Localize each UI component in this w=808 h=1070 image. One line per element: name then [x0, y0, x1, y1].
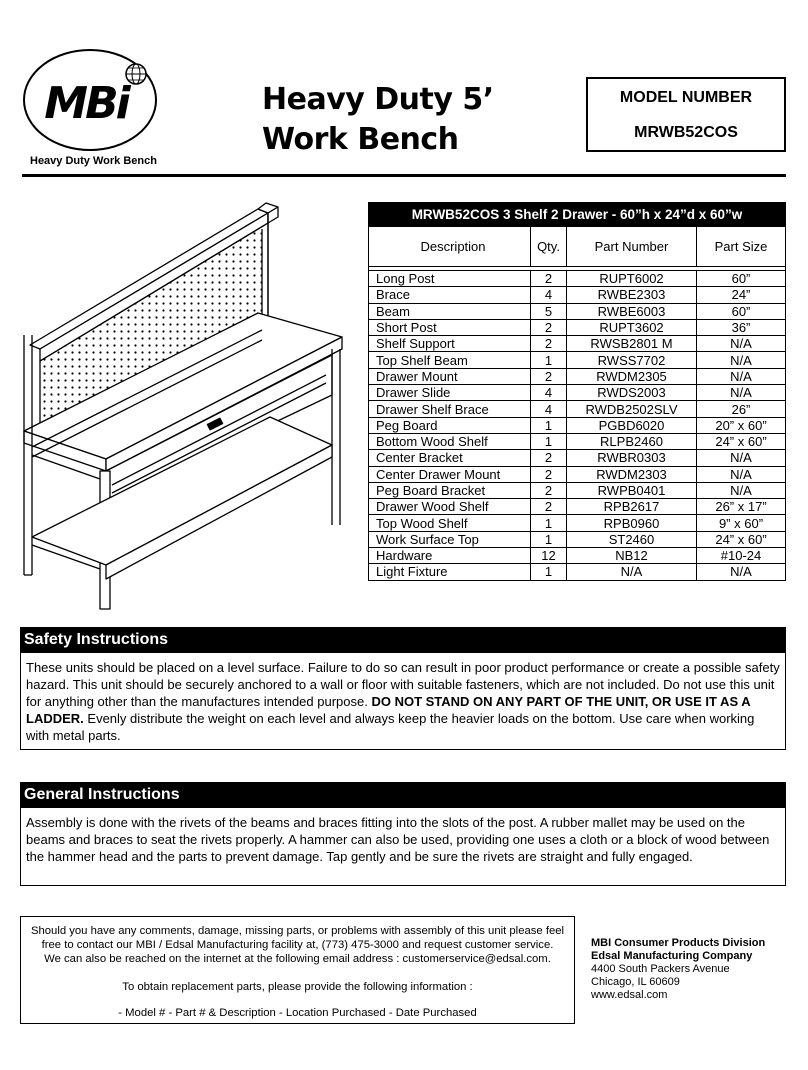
- part-number: RPB0960: [567, 515, 697, 531]
- table-row: [369, 548, 786, 564]
- part-size: N/A: [697, 336, 786, 352]
- company-division: MBI Consumer Products Division: [591, 937, 766, 949]
- part-number: RWDS2003: [567, 385, 697, 401]
- part-size: 36”: [697, 319, 786, 335]
- table-row: [369, 336, 786, 352]
- svg-text:MBi: MBi: [44, 78, 128, 129]
- part-size: 26”: [697, 401, 786, 417]
- table-row: [369, 303, 786, 319]
- part-qty: 1: [531, 352, 567, 368]
- page-title: [262, 80, 494, 160]
- table-row: [369, 433, 786, 449]
- column-header: Part Size: [697, 227, 786, 267]
- part-size: 24” x 60”: [697, 531, 786, 547]
- safety-text: [20, 653, 786, 750]
- part-description: Top Shelf Beam: [369, 352, 531, 368]
- mbi-logo: [22, 48, 158, 152]
- part-size: N/A: [697, 466, 786, 482]
- part-qty: 5: [531, 303, 567, 319]
- title-line-2: Work Bench: [262, 122, 459, 157]
- table-row: [369, 271, 786, 287]
- part-description: Peg Board Bracket: [369, 482, 531, 498]
- safety-text-part2: Evenly distribute the weight on each level and always keep the heavier loads on the bottom. Use care when working with metal parts.: [26, 711, 755, 743]
- part-qty: 2: [531, 368, 567, 384]
- general-text: Assembly is done with the rivets of the beams and braces fitting into the slots of the post. A rubber mallet may be used on the beams and braces to seat the rivets properly. A hammer can also be used, providing one uses a cloth or a block of wood between the hammer head and the parts to prevent damage. Tap gently and be sure the rivets are straight and fully engaged.: [20, 808, 786, 886]
- part-qty: 2: [531, 271, 567, 287]
- part-qty: 2: [531, 319, 567, 335]
- table-row: [369, 417, 786, 433]
- part-qty: 2: [531, 466, 567, 482]
- header-divider: [22, 174, 786, 177]
- part-size: N/A: [697, 385, 786, 401]
- part-description: Bottom Wood Shelf: [369, 433, 531, 449]
- part-description: Center Bracket: [369, 450, 531, 466]
- table-row: [369, 482, 786, 498]
- part-number: RPB2617: [567, 499, 697, 515]
- part-qty: 4: [531, 385, 567, 401]
- part-size: 24”: [697, 287, 786, 303]
- table-row: [369, 385, 786, 401]
- column-header: Qty.: [531, 227, 567, 267]
- part-number: RWDM2305: [567, 368, 697, 384]
- part-number: RWPB0401: [567, 482, 697, 498]
- column-header: Description: [369, 227, 531, 267]
- general-heading: General Instructions: [20, 782, 786, 808]
- header-subtitle: Heavy Duty Work Bench: [30, 155, 157, 167]
- part-description: Drawer Mount: [369, 368, 531, 384]
- part-qty: 1: [531, 515, 567, 531]
- part-description: Center Drawer Mount: [369, 466, 531, 482]
- table-row: [369, 401, 786, 417]
- part-qty: 12: [531, 548, 567, 564]
- part-description: Top Wood Shelf: [369, 515, 531, 531]
- part-description: Shelf Support: [369, 336, 531, 352]
- company-address-1: 4400 South Packers Avenue: [591, 963, 730, 975]
- part-description: Short Post: [369, 319, 531, 335]
- part-number: RWBE6003: [567, 303, 697, 319]
- part-size: 20” x 60”: [697, 417, 786, 433]
- part-description: Drawer Shelf Brace: [369, 401, 531, 417]
- part-size: N/A: [697, 368, 786, 384]
- footer-line: We can also be reached on the internet at the following email address : customerservice@edsal.com.: [44, 953, 551, 965]
- part-qty: 2: [531, 336, 567, 352]
- part-number: RWBE2303: [567, 287, 697, 303]
- part-description: Beam: [369, 303, 531, 319]
- part-size: N/A: [697, 482, 786, 498]
- part-number: RWDM2303: [567, 466, 697, 482]
- part-qty: 2: [531, 499, 567, 515]
- part-size: 24” x 60”: [697, 433, 786, 449]
- footer-line: - Model # - Part # & Description - Location Purchased - Date Purchased: [118, 1007, 477, 1019]
- table-row: [369, 466, 786, 482]
- part-description: Drawer Slide: [369, 385, 531, 401]
- table-row: [369, 499, 786, 515]
- part-description: Peg Board: [369, 417, 531, 433]
- parts-table-body: [369, 271, 786, 581]
- part-size: N/A: [697, 352, 786, 368]
- part-size: 60”: [697, 271, 786, 287]
- company-address-2: Chicago, IL 60609: [591, 976, 680, 988]
- part-number: RUPT3602: [567, 319, 697, 335]
- safety-heading: Safety Instructions: [20, 627, 786, 653]
- model-number: MRWB52COS: [634, 124, 738, 141]
- part-qty: 1: [531, 531, 567, 547]
- part-number: ST2460: [567, 531, 697, 547]
- footer-line: free to contact our MBI / Edsal Manufacturing facility at, (773) 475-3000 and request customer service.: [41, 939, 554, 951]
- part-number: RWDB2502SLV: [567, 401, 697, 417]
- title-line-1: Heavy Duty 5’: [262, 82, 494, 117]
- company-name: Edsal Manufacturing Company: [591, 950, 753, 962]
- part-number: RLPB2460: [567, 433, 697, 449]
- column-header: Part Number: [567, 227, 697, 267]
- part-number: NB12: [567, 548, 697, 564]
- part-qty: 4: [531, 401, 567, 417]
- safety-warning: DO NOT STAND ON ANY PART OF THE UNIT, OR USE IT AS A LADDER.: [26, 694, 751, 726]
- customer-service-box: [20, 916, 575, 1024]
- model-label: MODEL NUMBER: [619, 89, 753, 106]
- part-description: Long Post: [369, 271, 531, 287]
- parts-table-header: [369, 227, 786, 267]
- part-number: RWSB2801 M: [567, 336, 697, 352]
- part-description: Work Surface Top: [369, 531, 531, 547]
- part-description: Brace: [369, 287, 531, 303]
- part-number: RWBR0303: [567, 450, 697, 466]
- part-description: Hardware: [369, 548, 531, 564]
- table-row: [369, 287, 786, 303]
- part-qty: 1: [531, 564, 567, 580]
- parts-table-title: MRWB52COS 3 Shelf 2 Drawer - 60”h x 24”d x 60”w: [369, 203, 786, 227]
- part-description: Drawer Wood Shelf: [369, 499, 531, 515]
- company-contact: [591, 937, 765, 1002]
- safety-text-part1: These units should be placed on a level surface. Failure to do so can result in poor product performance or create a possible safety hazard. This unit should be securely anchored to a wall or floor with suitable fasteners, which are not included. Do not use this unit for anything other than the manufactures intended purpose.: [26, 660, 780, 709]
- parts-table: [368, 202, 786, 581]
- table-row: [369, 368, 786, 384]
- table-row: [369, 564, 786, 580]
- part-size: N/A: [697, 564, 786, 580]
- part-qty: 2: [531, 482, 567, 498]
- part-size: 9” x 60”: [697, 515, 786, 531]
- part-qty: 1: [531, 417, 567, 433]
- table-row: [369, 352, 786, 368]
- table-row: [369, 531, 786, 547]
- part-size: N/A: [697, 450, 786, 466]
- part-number: RUPT6002: [567, 271, 697, 287]
- table-row: [369, 319, 786, 335]
- part-number: RWSS7702: [567, 352, 697, 368]
- part-size: #10-24: [697, 548, 786, 564]
- workbench-illustration: [20, 195, 358, 615]
- footer-line: To obtain replacement parts, please provide the following information :: [122, 981, 473, 993]
- part-number: PGBD6020: [567, 417, 697, 433]
- part-qty: 1: [531, 433, 567, 449]
- part-qty: 2: [531, 450, 567, 466]
- table-row: [369, 515, 786, 531]
- part-size: 60”: [697, 303, 786, 319]
- part-qty: 4: [531, 287, 567, 303]
- model-number-box: [586, 77, 786, 152]
- table-row: [369, 450, 786, 466]
- company-website: www.edsal.com: [591, 989, 668, 1001]
- part-description: Light Fixture: [369, 564, 531, 580]
- part-size: 26” x 17”: [697, 499, 786, 515]
- footer-line: Should you have any comments, damage, missing parts, or problems with assembly of this unit please feel: [30, 925, 565, 937]
- part-number: N/A: [567, 564, 697, 580]
